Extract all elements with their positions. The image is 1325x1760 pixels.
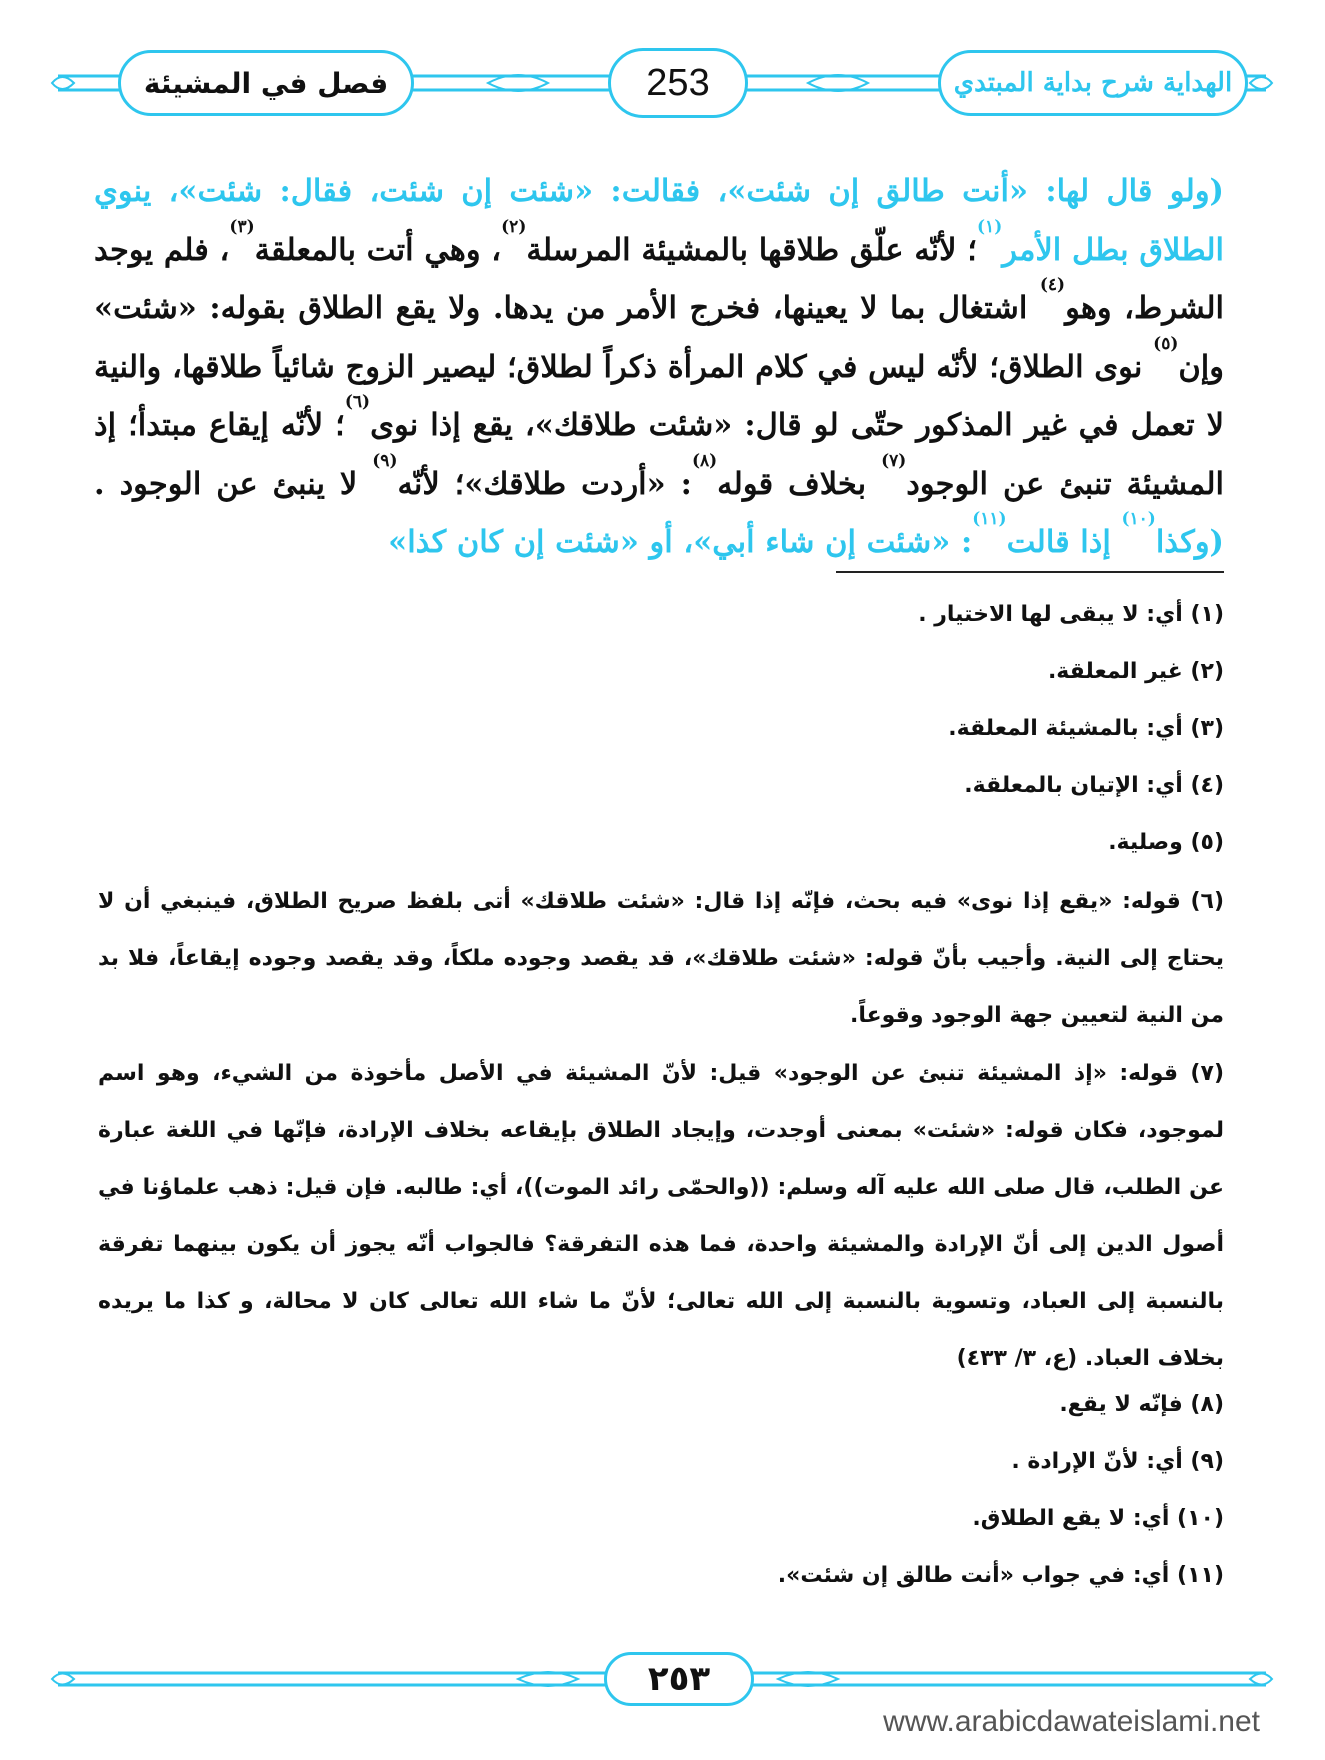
- ref-6: (٦): [344, 392, 371, 412]
- ref-3: (٣): [229, 216, 255, 237]
- matn-text: : «شئت إن شاء أبي»، أو «شئت إن كان كذا»: [388, 524, 973, 560]
- footnote-8: (٨) فإنّه لا يقع.: [1059, 1392, 1224, 1417]
- ref-4: (٤): [1039, 275, 1066, 295]
- ref-5: (٥): [1153, 333, 1179, 354]
- ref-8: (٨): [691, 450, 718, 471]
- sharh-text: بخلاف قوله: [717, 465, 882, 502]
- footnote-1: (١) أي: لا يبقى لها الاختيار .: [918, 602, 1224, 627]
- footnote-5: (٥) وصلية.: [1108, 830, 1224, 855]
- sharh-text: ، فلم يوجد الشرط، وهو: [94, 231, 1224, 326]
- matn-text: (وكذا: [1155, 524, 1224, 560]
- footnote-3: (٣) أي: بالمشيئة المعلقة.: [948, 716, 1224, 741]
- page-header: [48, 44, 1276, 124]
- ref-10: (١٠): [1121, 509, 1156, 529]
- ref-9: (٩): [372, 450, 398, 471]
- book-title: الهداية شرح بداية المبتدي: [938, 50, 1248, 116]
- footnote-9: (٩) أي: لأنّ الإرادة .: [1011, 1449, 1224, 1474]
- website-url: www.arabicdawateislami.net: [883, 1705, 1260, 1738]
- footnote-11: (١١) أي: في جواب «أنت طالق إن شئت».: [777, 1563, 1224, 1588]
- matn-text: (ولو قال لها: «أنت طالق إن شئت»، فقالت: «شئت إن شئت، فقال: شئت»، ينوي الطلاق بطل الأمر: [94, 173, 1224, 268]
- sharh-text: ؛ لأنّه علّق طلاقها بالمشيئة المرسلة: [526, 231, 977, 268]
- footnote-6: (٦) قوله: «يقع إذا نوى» فيه بحث، فإنّه إذا قال: «شئت طلاقك» أتى بلفظ صريح الطلاق، فينبغي أن لا يحتاج إلى النية. وأجيب بأنّ قوله: «شئت طلاقك»، قد يقصد وجوده ملكاً، وقد يقصد وجوده إيقاعاً، فلا بد من النية لتعيين جهة الوجود وقوعاً.: [98, 889, 1224, 1028]
- page-number: 253: [608, 48, 748, 118]
- footnote-4: (٤) أي: الإتيان بالمعلقة.: [964, 773, 1224, 798]
- main-text: [94, 162, 1224, 572]
- footnote-divider: [836, 571, 1224, 573]
- ref-1: (١): [977, 216, 1003, 237]
- sharh-text: ؛ لأنّه إيقاع مبتدأ؛ إذ المشيئة تنبئ عن الوجود: [94, 407, 1224, 502]
- footnote-10: (١٠) أي: لا يقع الطلاق.: [972, 1506, 1224, 1531]
- sharh-text: : «أردت طلاقك»؛ لأنّه: [397, 465, 692, 502]
- sharh-text: نوى الطلاق؛ لأنّه ليس في كلام المرأة ذكراً لطلاق؛ ليصير الزوج شائياً طلاقها، والنية لا تعمل في غير المذكور حتّى لو قال: «شئت طلاقك»، يقع إذا نوى: [94, 348, 1224, 443]
- footnote-7: (٧) قوله: «إذ المشيئة تنبئ عن الوجود» قيل: لأنّ المشيئة في الأصل مأخوذة من الشيء، وهو اسم لموجود، فكان قوله: «شئت» بمعنى أوجدت، وإيجاد الطلاق بإيقاعه بخلاف الإرادة، فإنّها في اللغة عبارة عن الطلب، قال صلى الله عليه آله وسلم: ((والحمّى رائد الموت))، أي: طالبه. فإن قيل: ذهب علماؤنا في أصول الدين إلى أنّ الإرادة والمشيئة واحدة، فما هذه التفرقة؟ فالجواب أنّه يجوز أن يكون بينهما تفرقة بالنسبة إلى العباد، وتسوية بالنسبة إلى الله تعالى؛ لأنّ ما شاء الله تعالى كان لا محالة، و كذا ما يريده بخلاف العباد. (ع، ٣/ ٤٣٣): [98, 1061, 1224, 1371]
- footnote-2: (٢) غير المعلقة.: [1047, 659, 1224, 684]
- ref-7: (٧): [881, 450, 907, 471]
- chapter-title: فصل في المشيئة: [118, 50, 414, 116]
- ref-2: (٢): [501, 216, 527, 237]
- matn-text: إذا قالت: [1006, 524, 1122, 560]
- ref-11: (١١): [972, 509, 1007, 529]
- footer-page-number: ٢٥٣: [604, 1652, 754, 1706]
- sharh-text: ، وهي أتت بالمعلقة: [254, 231, 502, 268]
- sharh-text: لا ينبئ عن الوجود .: [94, 465, 373, 502]
- page-footer: [48, 1650, 1276, 1710]
- sharh-text: اشتغال بما لا يعينها، فخرج الأمر من يدها. ولا يقع الطلاق بقوله: «شئت» وإن: [94, 290, 1224, 385]
